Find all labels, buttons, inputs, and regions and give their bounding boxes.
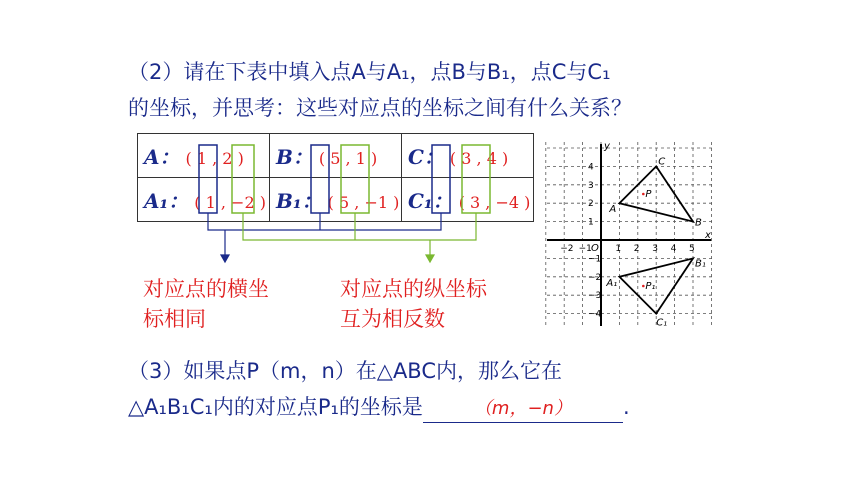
origin-label: O xyxy=(591,243,599,254)
note-y-line1: 对应点的纵坐标 xyxy=(340,277,487,301)
question-3 xyxy=(128,353,630,425)
answer-text: （m，−n） xyxy=(473,398,572,419)
box-y-b xyxy=(341,145,369,213)
value-c: ( 3 , 4 ) xyxy=(449,149,509,168)
x-tick-label: 5 xyxy=(689,244,695,254)
point-p xyxy=(642,193,645,196)
value-b: ( 5 , 1 ) xyxy=(318,149,378,168)
question-3-suffix: . xyxy=(622,395,630,419)
question-2-line1: （2）请在下表中填入点A与A₁，点B与B₁，点C与C₁ xyxy=(128,60,611,84)
y-tick-label: −2 xyxy=(588,272,602,283)
y-tick-label: −4 xyxy=(588,309,602,320)
question-2-line2: 的坐标，并思考：这些对应点的坐标之间有什么关系？ xyxy=(128,96,632,120)
note-y-line2: 互为相反数 xyxy=(340,307,445,331)
y-tick-label: −3 xyxy=(588,291,602,302)
label-b1: B₁： xyxy=(276,189,322,213)
point-p1 xyxy=(642,285,645,288)
x-tick-label: −1 xyxy=(578,244,592,254)
question-3-line2 xyxy=(128,389,630,425)
label-c: C： xyxy=(408,145,444,169)
label-b1: B₁ xyxy=(695,258,706,270)
box-y-c xyxy=(462,145,490,213)
value-c1: ( 3 , −4 ) xyxy=(458,193,531,212)
x-tick-label: 4 xyxy=(670,244,677,254)
y-tick-label: 1 xyxy=(588,217,594,228)
box-y-a xyxy=(232,145,254,213)
axes xyxy=(547,141,711,326)
value-b1: ( 5 , −1 ) xyxy=(327,193,400,212)
label-p1: P₁ xyxy=(645,281,656,292)
x-tick-label: 2 xyxy=(633,244,640,254)
y-tick-label: 3 xyxy=(588,180,594,191)
question-3-prefix: △A₁B₁C₁内的对应点P₁的坐标是 xyxy=(128,395,423,419)
box-x-c xyxy=(432,145,450,213)
coordinate-graph xyxy=(545,140,715,328)
question-3-line1: （3）如果点P（m，n）在△ABC内，那么它在 xyxy=(128,359,563,383)
y-tick-label: 4 xyxy=(588,162,594,173)
note-y-opposite xyxy=(340,274,487,334)
y-tick-label: −1 xyxy=(588,254,602,265)
label-b: B： xyxy=(276,145,313,169)
box-x-a xyxy=(199,145,217,213)
label-a: A xyxy=(609,204,617,216)
label-p: P xyxy=(645,189,652,200)
label-a: A： xyxy=(144,145,180,169)
label-b: B xyxy=(695,217,702,229)
note-x-same xyxy=(143,274,269,334)
label-a1: A₁ xyxy=(606,277,618,289)
label-c: C xyxy=(658,156,666,168)
grid xyxy=(546,142,713,326)
label-c1: C₁： xyxy=(408,189,453,213)
box-x-b xyxy=(311,145,329,213)
value-a1: ( 1 , −2 ) xyxy=(194,193,266,212)
y-tick-label: 2 xyxy=(588,199,594,210)
x-tick-label: −2 xyxy=(560,244,574,254)
note-x-line1: 对应点的横坐 xyxy=(143,277,269,301)
label-c1: C₁ xyxy=(656,317,668,328)
triangles xyxy=(605,156,705,328)
label-a1: A₁： xyxy=(144,189,189,213)
x-axis-label: x xyxy=(705,230,711,241)
note-x-line2: 标相同 xyxy=(143,307,206,331)
value-a: ( 1 , 2 ) xyxy=(185,149,244,168)
y-axis-label: y xyxy=(604,141,610,152)
x-tick-label: 1 xyxy=(615,244,622,254)
answer-blank xyxy=(423,394,623,423)
x-tick-label: 3 xyxy=(652,244,658,254)
